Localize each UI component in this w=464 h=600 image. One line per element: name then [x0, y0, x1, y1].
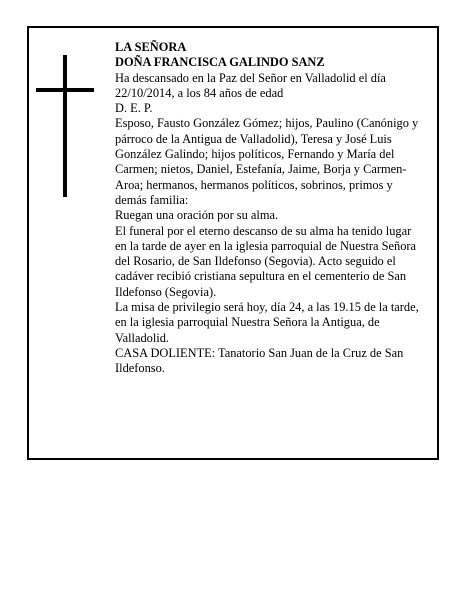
obituary-heading: LA SEÑORA	[115, 40, 187, 54]
family-list: Esposo, Fausto González Gómez; hijos, Paulino (Canónigo y párroco de la Antigua de Valladolid), Teresa y José Luis González Galindo; hijos políticos, Fernando y María del Carmen; nietos, Daniel, Estefanía, Jaime, Borja y Carmen-Aroa; hermanos, hermanos políticos, sobrinos, primos y demás familia:	[115, 116, 419, 207]
death-announcement: Ha descansado en la Paz del Señor en Valladolid el día 22/10/2014, a los 84 años de edad	[115, 70, 386, 100]
cross-horizontal-bar	[36, 88, 94, 92]
dep-line: D. E. P.	[115, 101, 153, 116]
prayer-request: Ruegan una oración por su alma.	[115, 208, 279, 223]
funeral-info: El funeral por el eterno descanso de su alma ha tenido lugar en la tarde de ayer en la iglesia parroquial de Nuestra Señora del Rosario, de San Ildefonso (Segovia). Acto seguido el cadáver recibió cristiana sepultura en el cementerio de San Ildefonso (Segovia).	[115, 223, 417, 299]
obituary-text	[115, 40, 423, 377]
mass-info: La misa de privilegio será hoy, día 24, a las 19.15 de la tarde, en la iglesia parroquial Nuestra Señora la Antigua, de Valladolid.	[115, 300, 419, 345]
cross-vertical-bar	[63, 55, 67, 197]
deceased-name: DOÑA FRANCISCA GALINDO SANZ	[115, 55, 325, 70]
casa-doliente: CASA DOLIENTE: Tanatorio San Juan de la Cruz de San Ildefonso.	[115, 345, 404, 376]
latin-cross-icon	[36, 55, 94, 197]
